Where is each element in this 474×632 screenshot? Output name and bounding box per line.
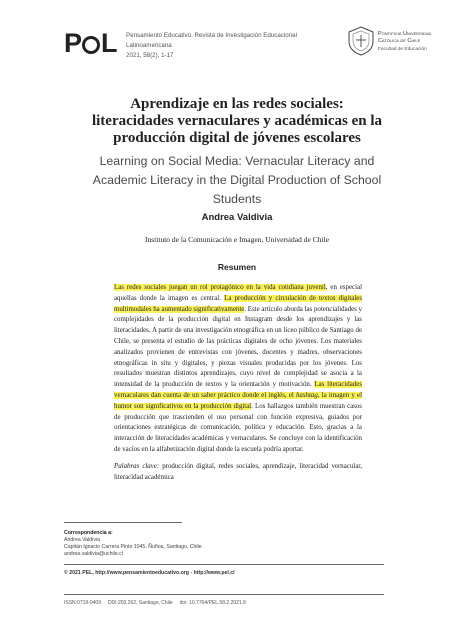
highlight: , la imagen y el humor son significativos en la producción digital [114, 391, 362, 410]
abstract-text: . Este artículo aborda las potencialidades y complejidades de la producción digital en Instagram desde los aprendizajes y las literacidades. A partir de una investigación etnográfica en un liceo público de Santiago de Chile, se presenta el estudio de las prácticas digitales de ocho jóvenes. Los materiales analizados provienen de entrevistas con jóvenes, docentes y madres, observaciones etnográficas in situ y digitales, y piezas visuales producidas por los jóvenes. Los resultados muestran distintos aprendizajes, cuyo nivel de complejidad se asocia a la intensidad de la producción de textos y la orientación y motivación. [114, 305, 362, 389]
title-spanish: Aprendizaje en las redes sociales: literacidades vernaculares y académicas en la producción digital de jóvenes escolares [91, 96, 383, 146]
correspondence-block [64, 530, 364, 558]
author-name: Andrea Valdivia [201, 212, 273, 223]
correspondence-email[interactable]: andrea.valdivia@uchile.cl [64, 551, 123, 557]
issn: ISSN:0719-0409 [64, 600, 101, 606]
university-name [378, 31, 458, 53]
author-affiliation: Instituto de la Comunicación e Imagen, Universidad de Chile [145, 235, 329, 244]
ddi: DDI:203.262, Santiago, Chile [107, 600, 173, 606]
footer-identifiers [64, 600, 384, 606]
abstract-text: , en especial aquellas donde la imagen es central. [114, 284, 362, 302]
keywords [114, 462, 362, 484]
journal-citation [126, 31, 336, 61]
footnote-divider [64, 522, 182, 523]
logo-letter-l: L [101, 28, 117, 58]
abstract-text: . Los hallazgos también muestran casos de producción que trascienden el uso personal con función expresiva, guiados por orientaciones estratégicas de comunicación, política y educación. Esto, gracias a la interacción de literacidades académicas y vernaculares. Se concluye con la identificación de vacíos en la alfabetización digital donde la escuela podría aportar. [114, 402, 362, 453]
university-seal-icon [347, 26, 375, 56]
copyright-divider [64, 564, 384, 565]
correspondence-label: Correspondencia a: [64, 530, 113, 536]
highlight: La producción y circulación de textos digitales multimodales ha aumentado significativamente [114, 294, 362, 313]
doi: doi: 10.7764/PEL.58.2.2021.8 [179, 600, 246, 606]
highlight: Las redes sociales juegan un rol protagónico en la vida cotidiana juvenil [114, 284, 326, 291]
copyright-line: © 2021 PEL, http://www.pensamientoeducativo.org - http://www.pel.cl [64, 570, 235, 576]
abstract-body [114, 283, 362, 456]
journal-name: Pensamiento Educativo. Revista de Investigación Educacional Latinoamericana [126, 32, 297, 49]
correspondence-name: Andrea Valdivia [64, 537, 100, 543]
title-english: Learning on Social Media: Vernacular Literacy and Academic Literacy in the Digital Production of School Students [92, 154, 382, 206]
university-name-line1: Pontificia Universidad [378, 31, 432, 37]
logo-ring-icon [82, 36, 100, 54]
footer-divider [64, 594, 384, 595]
pel-logo [64, 28, 117, 59]
keywords-list: producción digital, redes sociales, aprendizaje, literacidad vernacular, literacidad académica [114, 463, 362, 481]
keywords-label: Palabras clave: [114, 463, 160, 470]
correspondence-address: Capitán Ignacio Carrera Pinto 1045, Ñuñoa, Santiago, Chile. [64, 544, 203, 550]
journal-volume: 2021, 58(2), 1-17 [126, 52, 174, 59]
abstract-heading: Resumen [217, 262, 257, 272]
highlight-italic: hashtag [295, 391, 318, 399]
university-name-line2: Católica de Chile [378, 38, 421, 44]
logo-letter-p: P [64, 28, 82, 58]
faculty-name: Facultad de Educación [378, 47, 427, 52]
highlight: Las literacidades vernaculares dan cuenta de un saber práctico donde el inglés, el [114, 381, 362, 399]
